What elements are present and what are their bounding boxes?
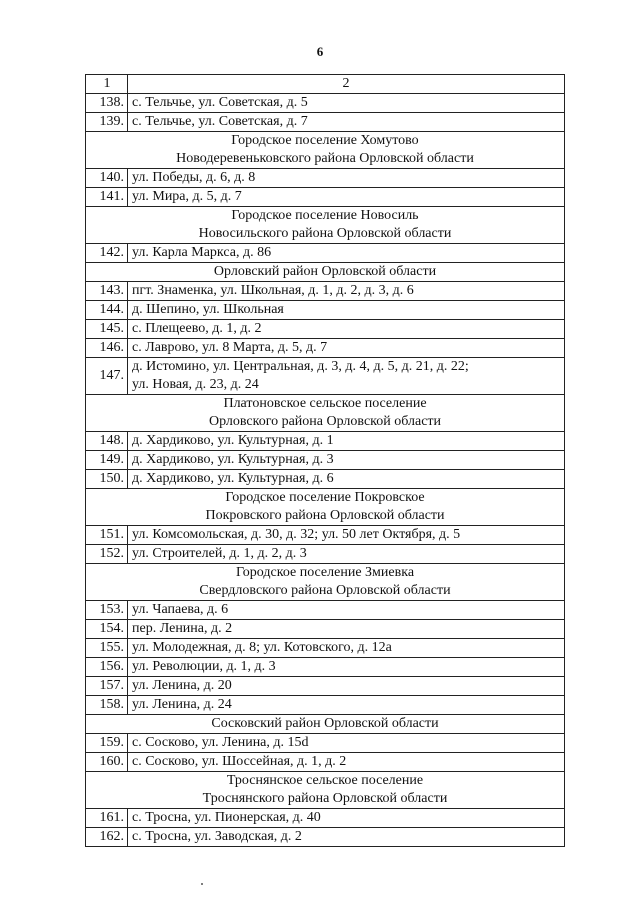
table-row [86,432,565,451]
address-line: ул. Ленина, д. 24 [132,697,232,712]
address-cell [128,188,565,207]
table-row [86,113,565,132]
row-number: 158. [86,696,128,715]
section-heading [86,564,565,601]
table-row [86,639,565,658]
address-cell [128,545,565,564]
address-cell [128,169,565,188]
address-line: с. Плещеево, д. 1, д. 2 [132,321,262,336]
table-row [86,188,565,207]
address-line: с. Тельчье, ул. Советская, д. 5 [132,95,308,110]
row-number: 138. [86,94,128,113]
table-row [86,658,565,677]
address-cell [128,301,565,320]
table-row [86,339,565,358]
section-heading-row [86,263,565,282]
row-number: 153. [86,601,128,620]
section-heading [86,772,565,809]
address-cell [128,282,565,301]
address-line: д. Хардиково, ул. Культурная, д. 3 [132,452,334,467]
address-cell [128,470,565,489]
section-heading-line: Городское поселение Новосиль [231,208,419,223]
row-number: 154. [86,620,128,639]
page-number: 6 [316,44,324,59]
row-number: 144. [86,301,128,320]
address-cell [128,658,565,677]
address-line: с. Тельчье, ул. Советская, д. 7 [132,114,308,129]
row-number: 142. [86,244,128,263]
table-row [86,169,565,188]
table-row [86,320,565,339]
section-heading-line: Городское поселение Хомутово [231,133,419,148]
address-line: с. Тросна, ул. Пионерская, д. 40 [132,810,321,825]
address-line: д. Хардиково, ул. Культурная, д. 6 [132,471,334,486]
section-heading [86,715,565,734]
row-number: 148. [86,432,128,451]
row-number: 155. [86,639,128,658]
table-row [86,696,565,715]
address-line: д. Истомино, ул. Центральная, д. 3, д. 4, д. 5, д. 21, д. 22; [132,359,469,374]
address-line: ул. Мира, д. 5, д. 7 [132,189,242,204]
section-heading-row [86,395,565,432]
section-heading [86,207,565,244]
address-cell [128,809,565,828]
address-cell [128,828,565,847]
table-row [86,753,565,772]
table-row [86,282,565,301]
section-heading-line: Троснянского района Орловской области [202,791,448,806]
address-line: ул. Строителей, д. 1, д. 2, д. 3 [132,546,307,561]
table-row [86,809,565,828]
table-row [86,358,565,395]
section-heading-row [86,207,565,244]
section-heading [86,132,565,169]
row-number: 150. [86,470,128,489]
scan-speck [201,883,203,885]
address-line: с. Лаврово, ул. 8 Марта, д. 5, д. 7 [132,340,328,355]
address-line: ул. Победы, д. 6, д. 8 [132,170,256,185]
address-cell [128,677,565,696]
address-cell [128,639,565,658]
table-row [86,94,565,113]
address-cell [128,339,565,358]
address-line: д. Шепино, ул. Школьная [132,302,284,317]
row-number: 161. [86,809,128,828]
table-row [86,601,565,620]
address-line: ул. Молодежная, д. 8; ул. Котовского, д. 12а [132,640,392,655]
address-cell [128,620,565,639]
address-line: ул. Ленина, д. 20 [132,678,232,693]
address-line: с. Сосково, ул. Шоссейная, д. 1, д. 2 [132,754,347,769]
section-heading-row [86,772,565,809]
section-heading-row [86,715,565,734]
address-cell [128,451,565,470]
address-line: с. Тросна, ул. Заводская, д. 2 [132,829,302,844]
section-heading [86,263,565,282]
section-heading-line: Свердловского района Орловской области [199,583,451,598]
row-number: 159. [86,734,128,753]
address-line: д. Хардиково, ул. Культурная, д. 1 [132,433,334,448]
address-line: ул. Новая, д. 23, д. 24 [132,377,259,392]
table-row [86,545,565,564]
row-number: 156. [86,658,128,677]
section-heading-line: Новосильского района Орловской области [198,226,452,241]
section-heading-line: Орловский район Орловской области [213,264,437,279]
section-heading-line: Орловского района Орловской области [208,414,442,429]
address-cell [128,244,565,263]
section-heading [86,489,565,526]
address-cell [128,526,565,545]
address-cell [128,320,565,339]
address-line: ул. Революции, д. 1, д. 3 [132,659,276,674]
section-heading-line: Платоновское сельское поселение [223,396,427,411]
address-line: пер. Ленина, д. 2 [132,621,233,636]
row-number: 149. [86,451,128,470]
table-row [86,244,565,263]
column-header-2: 2 [128,75,565,94]
table-row [86,451,565,470]
table-row [86,620,565,639]
row-number: 139. [86,113,128,132]
section-heading-line: Городское поселение Змиевка [235,565,415,580]
section-heading [86,395,565,432]
section-heading-line: Новодеревеньковского района Орловской области [176,151,474,166]
section-heading-line: Городское поселение Покровское [225,490,425,505]
section-heading-row [86,132,565,169]
address-line: с. Сосково, ул. Ленина, д. 15d [132,735,309,750]
table-row [86,734,565,753]
row-number: 152. [86,545,128,564]
section-heading-line: Сосковский район Орловской области [211,716,439,731]
section-heading-line: Покровского района Орловской области [205,508,445,523]
address-line: пгт. Знаменка, ул. Школьная, д. 1, д. 2, д. 3, д. 6 [132,283,414,298]
section-heading-line: Троснянское сельское поселение [226,773,424,788]
table-header-row [86,75,565,94]
section-heading-row [86,564,565,601]
address-cell [128,734,565,753]
row-number: 146. [86,339,128,358]
address-table [85,74,565,847]
table-row [86,301,565,320]
row-number: 141. [86,188,128,207]
row-number: 157. [86,677,128,696]
address-cell [128,432,565,451]
address-line: ул. Чапаева, д. 6 [132,602,229,617]
address-line: ул. Комсомольская, д. 30, д. 32; ул. 50 лет Октября, д. 5 [132,527,461,542]
address-cell [128,113,565,132]
row-number: 145. [86,320,128,339]
row-number: 147. [86,358,128,395]
row-number: 160. [86,753,128,772]
address-cell [128,696,565,715]
table-row [86,828,565,847]
address-cell [128,601,565,620]
row-number: 151. [86,526,128,545]
address-cell [128,358,565,395]
table-row [86,470,565,489]
row-number: 140. [86,169,128,188]
table-row [86,677,565,696]
section-heading-row [86,489,565,526]
address-line: ул. Карла Маркса, д. 86 [132,245,272,260]
table-row [86,526,565,545]
column-header-1: 1 [86,75,128,94]
address-cell [128,753,565,772]
address-cell [128,94,565,113]
row-number: 162. [86,828,128,847]
row-number: 143. [86,282,128,301]
